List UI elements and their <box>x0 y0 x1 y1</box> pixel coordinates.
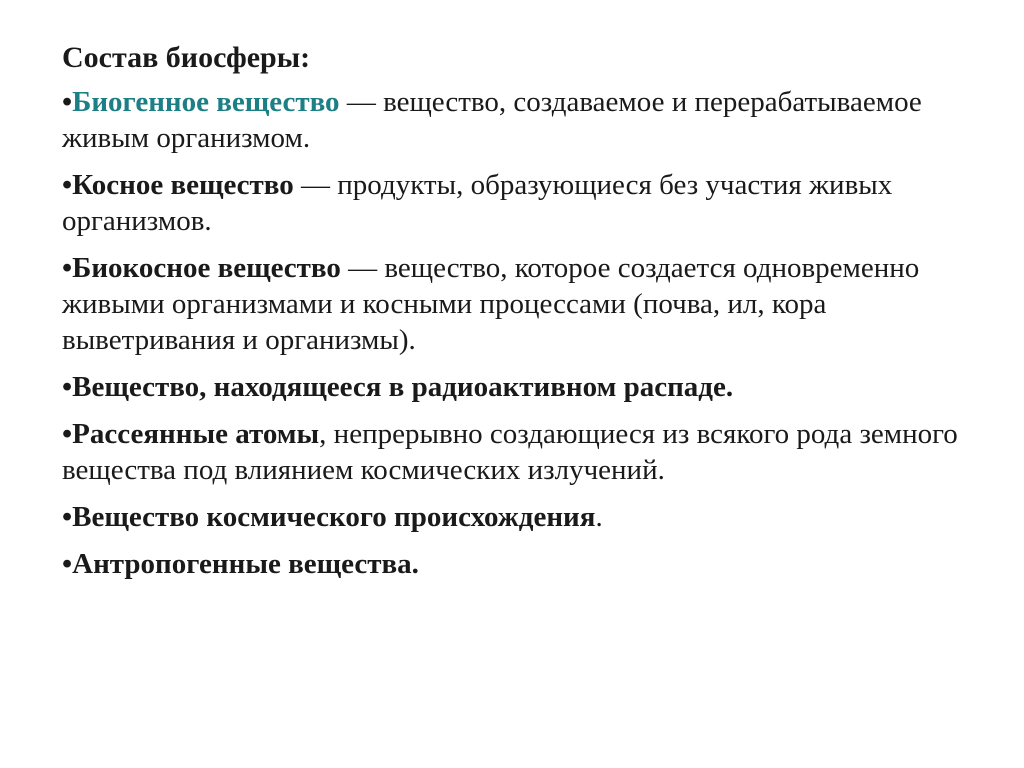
list-item-bioinert <box>62 250 994 358</box>
bullet-icon: • <box>62 418 73 450</box>
definition-bioinert: — вещество, которое создается одновременно живыми организмами и косными процессами (почва, ил, кора выветривания и организмы). <box>62 252 920 356</box>
list-item-scattered-atoms <box>62 416 994 488</box>
list-item-cosmic <box>62 499 994 535</box>
list-item-biogenic <box>62 84 994 156</box>
list-item-radioactive <box>62 369 994 405</box>
definition-cosmic: . <box>595 501 603 533</box>
term-bioinert: Биокосное вещество <box>72 252 341 284</box>
term-cosmic: Вещество космического происхождения <box>72 501 596 533</box>
bullet-icon: • <box>62 501 73 533</box>
list-item-inert <box>62 167 994 239</box>
term-anthropogenic: Антропогенные вещества. <box>72 548 419 580</box>
composition-list <box>62 84 994 582</box>
bullet-icon: • <box>62 371 73 403</box>
list-item-anthropogenic <box>62 546 994 582</box>
term-scattered-atoms: Рассеянные атомы <box>72 418 320 450</box>
definition-inert: — продукты, образующиеся без участия живых организмов. <box>62 169 893 237</box>
definition-biogenic: — вещество, создаваемое и перерабатываемое живым организмом. <box>62 86 922 154</box>
term-biogenic: Биогенное вещество <box>72 86 340 118</box>
bullet-icon: • <box>62 169 73 201</box>
definition-scattered-atoms: , непрерывно создающиеся из всякого рода земного вещества под влиянием космических излучений. <box>62 418 958 486</box>
term-inert: Косное вещество <box>72 169 294 201</box>
bullet-icon: • <box>62 252 73 284</box>
term-radioactive: Вещество, находящееся в радиоактивном распаде. <box>72 371 734 403</box>
slide-title: Состав биосферы: <box>62 41 311 74</box>
bullet-icon: • <box>62 548 73 580</box>
bullet-icon: • <box>62 86 73 118</box>
